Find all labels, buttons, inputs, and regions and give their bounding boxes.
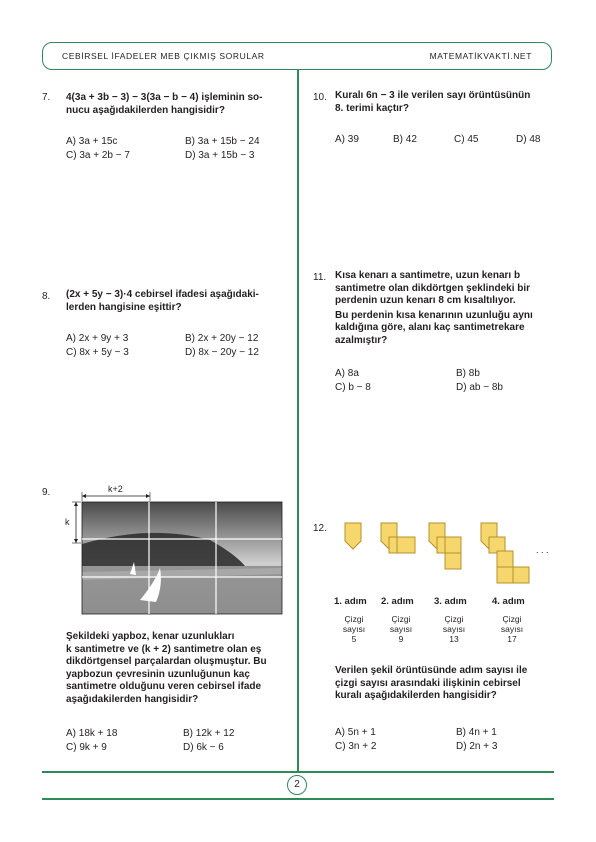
q11-line: Bu perdenin kısa kenarının uzunluğu aynı (335, 309, 533, 321)
q11-line: azalmıştır? (335, 334, 388, 346)
q9-option-d[interactable]: D) 6k − 6 (183, 742, 224, 753)
arrow-icon (146, 494, 150, 498)
q12-option-a[interactable]: A) 5n + 1 (335, 727, 376, 738)
q8-line: lerden hangisine eşittir? (66, 301, 182, 313)
q9-line: santimetre olduğunu veren cebirsel ifade (66, 681, 262, 692)
q12-step4-shape (481, 523, 529, 583)
q7-line: 4(3a + 3b − 3) − 3(3a − b − 4) işleminin so- (66, 92, 263, 103)
q7-number: 7. (42, 92, 51, 103)
q12-option-b[interactable]: B) 4n + 1 (456, 727, 497, 738)
q12-line: Verilen şekil örüntüsünde adım sayısı ile (335, 665, 528, 676)
q8-number: 8. (42, 291, 51, 302)
q12-step4-label: 4. adım (492, 596, 525, 607)
q9-option-b[interactable]: B) 12k + 12 (183, 728, 235, 739)
q12-step1-shape (345, 523, 361, 549)
q11-line: perdenin uzun kenarı 8 cm kısaltılıyor. (335, 295, 516, 306)
q12-line: çizgi sayısı arasındaki ilişkinin cebirsel (335, 677, 521, 689)
q12-step2-label: 2. adım (381, 596, 414, 607)
q10-number: 10. (313, 92, 327, 103)
arrow-icon (74, 502, 78, 506)
q7-option-b[interactable]: B) 3a + 15b − 24 (185, 136, 260, 147)
arrow-icon (74, 539, 78, 543)
q8-option-b[interactable]: B) 2x + 20y − 12 (185, 333, 259, 344)
q7-option-a[interactable]: A) 3a + 15c (66, 136, 118, 147)
q12-step3-label: 3. adım (434, 596, 467, 607)
q12-step3-shape (429, 523, 461, 569)
q11-line: Kısa kenarı a santimetre, uzun kenarı b (335, 270, 521, 281)
q11-option-b[interactable]: B) 8b (456, 368, 480, 379)
q8-option-d[interactable]: D) 8x − 20y − 12 (185, 347, 259, 358)
q11-option-d[interactable]: D) ab − 8b (456, 382, 503, 393)
q12-line: kuralı aşağıdakilerden hangisidir? (335, 690, 497, 701)
footer-line-top (42, 771, 554, 773)
q9-line: aşağıdakilerden hangisidir? (66, 693, 199, 705)
footer-line-bottom (42, 798, 554, 800)
header-title: CEBİRSEL İFADELER MEB ÇIKMIŞ SORULAR (62, 51, 265, 61)
q12-step3-count: Çizgi sayısı 13 (442, 614, 466, 644)
q12-number: 12. (313, 523, 327, 534)
header-site: MATEMATİKVAKTİ.NET (429, 51, 532, 61)
q7-option-c[interactable]: C) 3a + 2b − 7 (66, 150, 130, 161)
q10-line: 8. terimi kaçtır? (335, 102, 409, 114)
q11-option-a[interactable]: A) 8a (335, 368, 359, 379)
q8-option-a[interactable]: A) 2x + 9y + 3 (66, 333, 129, 344)
q7-option-d[interactable]: D) 3a + 15b − 3 (185, 150, 255, 161)
q10-text (335, 90, 530, 115)
q12-pattern-figure (335, 515, 555, 595)
q9-line: Şekildeki yapboz, kenar uzunlukları (66, 631, 235, 642)
q12-step4-count: Çizgi sayısı 17 (500, 614, 524, 644)
q10-option-c[interactable]: C) 45 (454, 134, 479, 145)
q12-ellipsis: . . . (536, 545, 549, 555)
q12-option-c[interactable]: C) 3n + 2 (335, 741, 377, 752)
q9-line: dikdörtgensel parçalardan oluşmuştur. Bu (66, 656, 267, 667)
q9-dim-side-label: k (65, 517, 70, 527)
q12-step1-count: Çizgi sayısı 5 (342, 614, 366, 644)
q9-text (66, 631, 267, 706)
q11-text (335, 270, 533, 347)
q11-line: kaldığına göre, alanı kaç santimetrekare (335, 322, 525, 333)
q9-line: yapbozun çevresinin uzunluğunun kaç (66, 668, 250, 680)
q9-puzzle-figure (60, 482, 290, 617)
page-number: 2 (287, 775, 307, 795)
q7-text (66, 92, 262, 117)
q12-step1-label: 1. adım (334, 596, 367, 607)
q12-text (335, 665, 527, 703)
column-divider (297, 70, 299, 772)
q12-step2-count: Çizgi sayısı 9 (389, 614, 413, 644)
q10-option-b[interactable]: B) 42 (393, 134, 417, 145)
q9-dim-top-label: k+2 (108, 484, 123, 494)
q12-step2-shape (381, 523, 415, 553)
arrow-icon (82, 494, 86, 498)
q11-line: santimetre olan dikdörtgen şeklindeki bir (335, 282, 531, 294)
q11-number: 11. (313, 272, 327, 283)
q12-option-d[interactable]: D) 2n + 3 (456, 741, 498, 752)
q7-line: nucu aşağıdakilerden hangisidir? (66, 104, 225, 116)
q9-option-c[interactable]: C) 9k + 9 (66, 742, 107, 753)
q11-option-c[interactable]: C) b − 8 (335, 382, 371, 393)
q10-line: Kuralı 6n − 3 ile verilen sayı örüntüsünün (335, 90, 531, 101)
q10-option-a[interactable]: A) 39 (335, 134, 359, 145)
q9-line: k santimetre ve (k + 2) santimetre olan eş (66, 643, 262, 655)
q8-line: (2x + 5y − 3)·4 cebirsel ifadesi aşağıdaki- (66, 289, 259, 300)
q8-text (66, 289, 259, 314)
q8-option-c[interactable]: C) 8x + 5y − 3 (66, 347, 129, 358)
q10-option-d[interactable]: D) 48 (516, 134, 541, 145)
q9-number: 9. (42, 487, 51, 498)
q9-option-a[interactable]: A) 18k + 18 (66, 728, 118, 739)
